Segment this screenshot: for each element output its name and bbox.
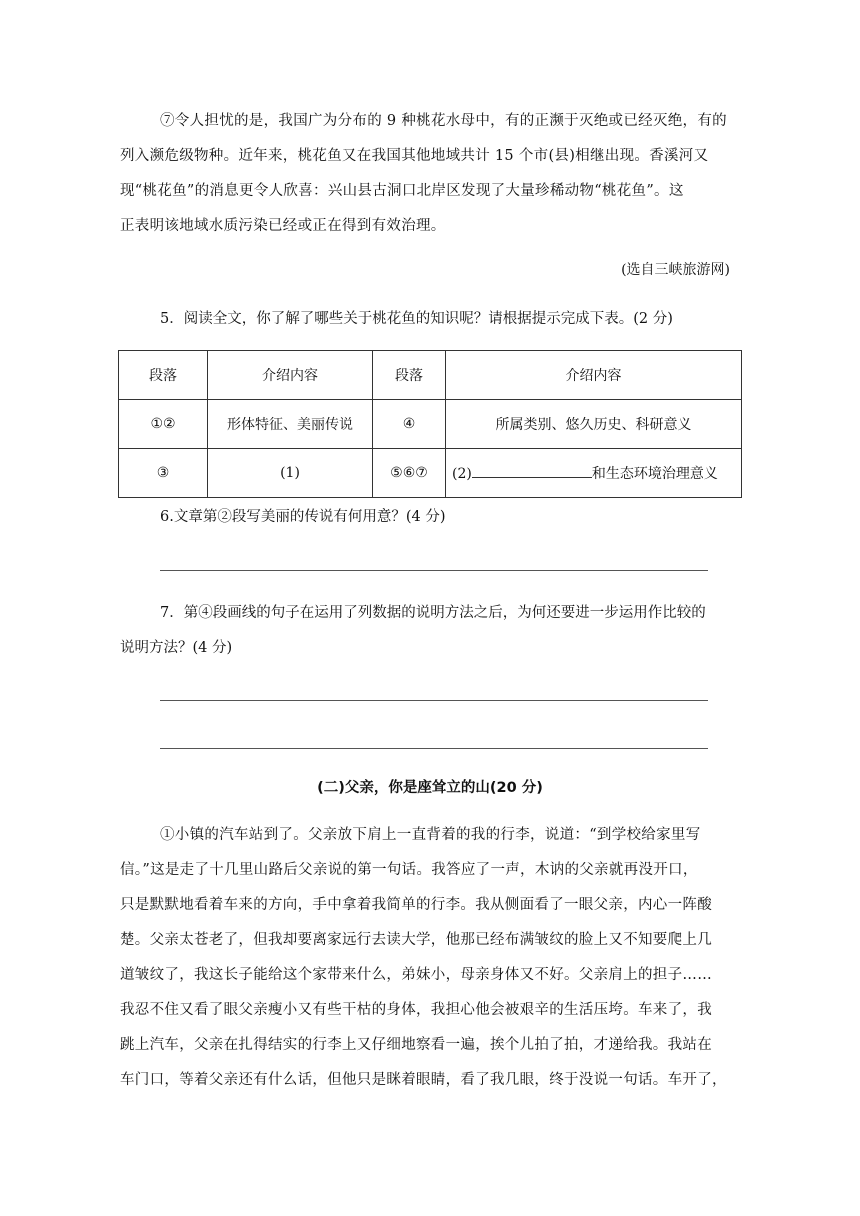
q7-line: 7．第④段画线的句子在运用了列数据的说明方法之后，为何还要进一步运用作比较的 bbox=[160, 605, 706, 621]
answer-blank-1[interactable]: (1) bbox=[208, 449, 373, 498]
table-header-cell: 段落 bbox=[119, 351, 208, 400]
para1-line: 楚。父亲太苍老了，但我却要离家远行去读大学，他那已经布满皱纹的脸上又不知要爬上几 bbox=[120, 932, 712, 948]
table-cell: ①② bbox=[119, 400, 208, 449]
table-cell: ③ bbox=[119, 449, 208, 498]
source-citation: (选自三峡旅游网) bbox=[621, 262, 730, 278]
knowledge-table bbox=[118, 350, 742, 498]
question-5: 5．阅读全文，你了解了哪些关于桃花鱼的知识呢？请根据提示完成下表。(2 分) bbox=[160, 311, 673, 327]
question-7 bbox=[120, 596, 730, 666]
para1-line: 只是默默地看着车来的方向，手中拿着我简单的行李。我从侧面看了一眼父亲，内心一阵酸 bbox=[120, 897, 712, 913]
answer-blank-2[interactable] bbox=[472, 463, 592, 478]
para1-line: 车门口，等着父亲还有什么话，但他只是眯着眼睛，看了我几眼，终于没说一句话。车开了， bbox=[120, 1072, 727, 1088]
para1-line: ①小镇的汽车站到了。父亲放下肩上一直背着的我的行李，说道：“到学校给家里写 bbox=[160, 827, 701, 843]
para1-line: 道皱纹了，我这长子能给这个家带来什么，弟妹小，母亲身体又不好。父亲肩上的担子…… bbox=[120, 967, 712, 983]
table-cell: 形体特征、美丽传说 bbox=[208, 400, 373, 449]
table-row bbox=[119, 400, 742, 449]
section-title: (二)父亲，你是座耸立的山(20 分) bbox=[317, 780, 543, 796]
table-header-row bbox=[119, 351, 742, 400]
table-cell-answer-2 bbox=[446, 449, 742, 498]
table-row bbox=[119, 449, 742, 498]
answer-line-q7-2[interactable] bbox=[160, 748, 708, 749]
para7-line: 列入濒危级物种。近年来，桃花鱼又在我国其他地域共计 15 个市(县)相继出现。香溪河又 bbox=[120, 148, 709, 164]
para1-line: 信。”这是走了十几里山路后父亲说的第一句话。我答应了一声，木讷的父亲就再没开口， bbox=[120, 862, 698, 878]
question-6: 6.文章第②段写美丽的传说有何用意？(4 分) bbox=[160, 509, 446, 525]
table-cell: ④ bbox=[373, 400, 446, 449]
answer-line-q6[interactable] bbox=[160, 570, 708, 571]
paragraph-1 bbox=[120, 818, 730, 1098]
table-header-cell: 介绍内容 bbox=[446, 351, 742, 400]
para7-line: ⑦令人担忧的是，我国广为分布的 9 种桃花水母中，有的正濒于灭绝或已经灭绝，有的 bbox=[160, 113, 727, 129]
table-header-cell: 介绍内容 bbox=[208, 351, 373, 400]
paragraph-7 bbox=[120, 104, 730, 244]
table-cell: ⑤⑥⑦ bbox=[373, 449, 446, 498]
para7-line: 正表明该地域水质污染已经或正在得到有效治理。 bbox=[120, 218, 446, 234]
q7-line: 说明方法？(4 分) bbox=[120, 640, 233, 656]
para1-line: 跳上汽车，父亲在扎得结实的行李上又仔细地察看一遍，挨个儿拍了拍，才递给我。我站在 bbox=[120, 1037, 712, 1053]
table-cell: 所属类别、悠久历史、科研意义 bbox=[446, 400, 742, 449]
answer-line-q7-1[interactable] bbox=[160, 700, 708, 701]
answer-blank-2-label: (2) bbox=[452, 466, 472, 482]
para7-line: 现“桃花鱼”的消息更令人欣喜：兴山县古洞口北岸区发现了大量珍稀动物“桃花鱼”。这 bbox=[120, 183, 684, 199]
table-cell-suffix: 和生态环境治理意义 bbox=[591, 466, 718, 482]
table-header-cell: 段落 bbox=[373, 351, 446, 400]
para1-line: 我忍不住又看了眼父亲瘦小又有些干枯的身体，我担心他会被艰辛的生活压垮。车来了，我 bbox=[120, 1002, 712, 1018]
